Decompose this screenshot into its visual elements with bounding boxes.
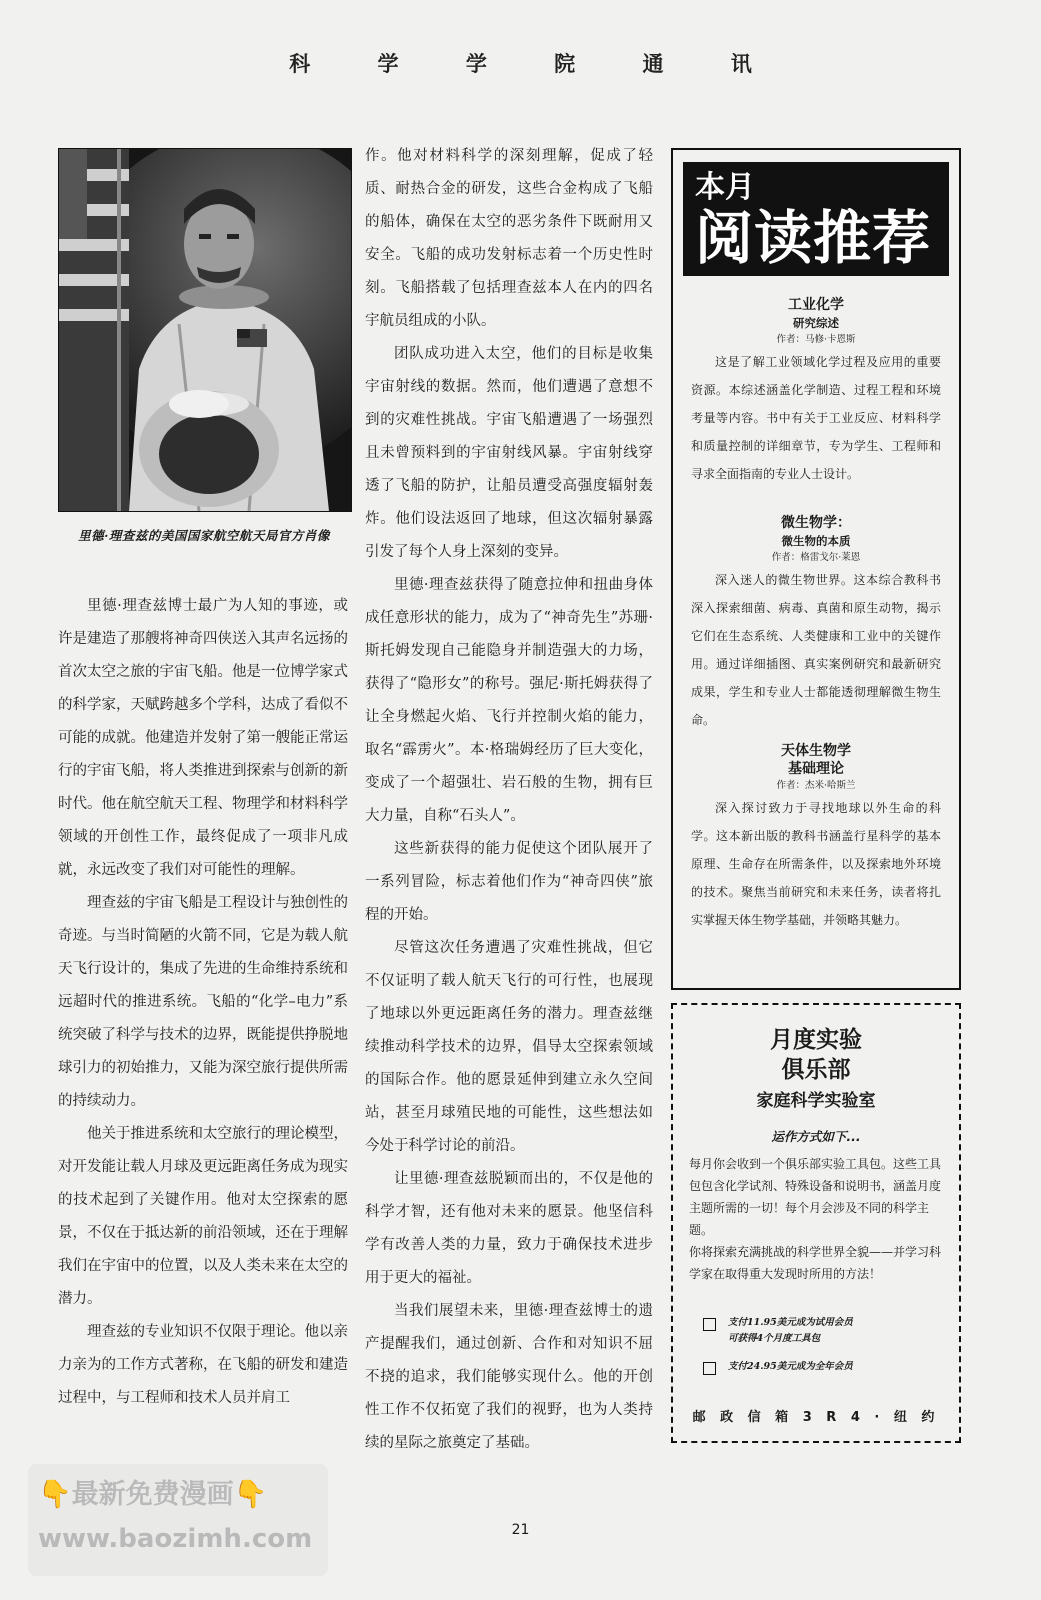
newsletter-header: 科 学 学 院 通 讯: [289, 52, 782, 76]
membership-option-annual[interactable]: [703, 1359, 941, 1375]
book-description: 深入探讨致力于寻找地球以外生命的科学。这本新出版的教科书涵盖行星科学的基本原理、生命存在所需条件，以及探索地外环境的技术。聚焦当前研究和未来任务，读者将扎实掌握天体生物学基础，并领略其魅力。: [691, 801, 941, 927]
page-number: 21: [511, 1522, 530, 1538]
experiment-club-ad: [671, 1003, 961, 1443]
membership-options: [673, 1315, 959, 1375]
book-entry: [673, 742, 959, 934]
article-paragraph: 让里德·理查兹脱颖而出的，不仅是他的科学才智，还有他对未来的愿景。他坚信科学有改善人类的力量，致力于确保技术进步用于更大的福祉。: [365, 1171, 653, 1286]
checkbox-trial[interactable]: [703, 1318, 716, 1331]
book-author: 作者：格雷戈尔·莱恩: [771, 552, 861, 563]
book-subtitle: 研究综述: [793, 316, 839, 330]
club-title: [673, 1025, 959, 1085]
article-paragraph: 他关于推进系统和太空旅行的理论模型，对开发能让载人月球及更远距离任务成为现实的技术起到了关键作用。他对太空探索的愿景，不仅在于抵达新的前沿领域，还在于理解我们在宇宙中的位置，以及人类未来在太空的潜力。: [58, 1126, 348, 1307]
club-description-1: 每月你会收到一个俱乐部实验工具包。这些工具包包含化学试剂、特殊设备和说明书，涵盖月度主题所需的一切！每个月会涉及不同的科学主题。: [689, 1157, 942, 1237]
book-entry: [673, 296, 959, 488]
article-paragraph: 作。他对材料科学的深刻理解，促成了轻质、耐热合金的研发，这些合金构成了飞船的船体，确保在太空的恶劣条件下既耐用又安全。飞船的成功发射标志着一个历史性时刻。飞船搭载了包括理查兹本人在内的四名宇航员组成的小队。: [365, 148, 653, 329]
title-line-1: 本月: [695, 170, 755, 205]
option-price-label: 支付11.95美元成为试用会员: [728, 1317, 853, 1328]
astronaut-portrait-image: [59, 149, 351, 511]
article-paragraph: 理查兹的宇宙飞船是工程设计与独创性的奇迹。与当时简陋的火箭不同，它是为载人航天飞行设计的，集成了先进的生命维持系统和远超时代的推进系统。飞船的“化学–电力”系统突破了科学与技术的边界，既能提供挣脱地球引力的初始推力，又能为深空旅行提供所需的持续动力。: [58, 895, 348, 1109]
flag-graphic: [59, 149, 129, 511]
book-description: 这是了解工业领域化学过程及应用的重要资源。本综述涵盖化学制造、过程工程和环境考量等内容。书中有关于工业反应、材料科学和质量控制的详细章节，专为学生、工程师和寻求全面指南的专业人士设计。: [691, 355, 941, 481]
option-price-label: 支付24.95美元成为全年会员: [728, 1361, 853, 1372]
club-title-line-1: 月度实验: [770, 1027, 862, 1053]
article-column-left: [58, 590, 348, 1415]
article-paragraph: 这些新获得的能力促使这个团队展开了一系列冒险，标志着他们作为“神奇四侠”旅程的开始。: [365, 841, 653, 923]
book-title: 天体生物学: [781, 743, 851, 759]
photo-caption: 里德·理查兹的美国国家航空航天局官方肖像: [78, 528, 330, 543]
club-description-2: 你将探索充满挑战的科学世界全貌——并学习科学家在取得重大发现时所用的方法！: [689, 1245, 942, 1281]
watermark-line-1: 👇最新免费漫画👇: [38, 1479, 268, 1510]
article-paragraph: 尽管这次任务遭遇了灾难性挑战，但它不仅证明了载人航天飞行的可行性，也展现了地球以外更远距离任务的潜力。理查兹继续推动科学技术的边界，倡导太空探索领域的国际合作。他的愿景延伸到建立永久空间站，甚至月球殖民地的可能性，这些想法如今处于科学讨论的前沿。: [365, 940, 653, 1154]
club-address: 邮 政 信 箱 3 R 4 · 纽 约: [692, 1410, 940, 1425]
article-paragraph: 里德·理查兹获得了随意拉伸和扭曲身体成任意形状的能力，成为了“神奇先生”苏珊·斯托姆发现自己能隐身并制造强大的力场，获得了“隐形女”的称号。强尼·斯托姆获得了让全身燃起火焰、飞行并控制火焰的能力，取名“霹雳火”。本·格瑞姆经历了巨大变化，变成了一个超强壮、岩石般的生物，拥有巨大力量，自称“石头人”。: [365, 577, 653, 824]
reading-recommendations-title: [683, 162, 949, 276]
book-subtitle: 基础理论: [788, 761, 844, 777]
book-title: 工业化学: [788, 297, 844, 313]
article-paragraph: 里德·理查兹博士最广为人知的事迹，或许是建造了那艘将神奇四侠送入其声名远扬的首次太空之旅的宇宙飞船。他是一位博学家式的科学家，天赋跨越多个学科，达成了看似不可能的成就。他建造并发射了第一艘能正常运行的宇宙飞船，将人类推进到探索与创新的新时代。他在航空航天工程、物理学和材料科学领域的开创性工作，最终促成了一项非凡成就，永远改变了我们对可能性的理解。: [58, 598, 348, 878]
article-paragraph: 理查兹的专业知识不仅限于理论。他以亲力亲为的工作方式著称，在飞船的研发和建造过程中，与工程师和技术人员并肩工: [58, 1324, 348, 1406]
article-paragraph: 当我们展望未来，里德·理查兹博士的遗产提醒我们，通过创新、合作和对知识不屈不挠的追求，我们能够实现什么。他的开创性工作不仅拓宽了我们的视野，也为人类持续的星际之旅奠定了基础。: [365, 1303, 653, 1451]
article-column-middle: [365, 140, 653, 1460]
option-text: [728, 1315, 853, 1347]
book-title: 微生物学：: [781, 515, 851, 531]
book-author: 作者：马修·卡恩斯: [776, 334, 856, 345]
watermark: [28, 1464, 328, 1576]
reading-recommendations-box: [671, 148, 961, 990]
watermark-url: www.baozimh.com: [38, 1524, 313, 1554]
title-line-2: 阅读推荐: [695, 204, 932, 272]
portrait-photo: [58, 148, 352, 512]
checkbox-annual[interactable]: [703, 1362, 716, 1375]
book-author: 作者：杰米·哈斯兰: [776, 780, 856, 791]
book-entry: [673, 514, 959, 734]
article-paragraph: 团队成功进入太空，他们的目标是收集宇宙射线的数据。然而，他们遭遇了意想不到的灾难性挑战。宇宙飞船遭遇了一场强烈且未曾预料到的宇宙射线风暴。宇宙射线穿透了飞船的防护，让船员遭受高强度辐射轰炸。他们设法返回了地球，但这次辐射暴露引发了每个人身上深刻的变异。: [365, 346, 653, 560]
club-how-it-works: 运作方式如下...: [771, 1129, 861, 1144]
book-description: 深入迷人的微生物世界。这本综合教科书深入探索细菌、病毒、真菌和原生动物，揭示它们在生态系统、人类健康和工业中的关键作用。通过详细插图、真实案例研究和最新研究成果，学生和专业人士都能透彻理解微生物生命。: [691, 573, 941, 727]
club-title-line-2: 俱乐部: [781, 1057, 851, 1083]
option-detail-label: 可获得4个月度工具包: [728, 1333, 821, 1344]
club-subtitle: 家庭科学实验室: [756, 1091, 876, 1111]
club-description: [673, 1153, 959, 1285]
option-text: [728, 1359, 853, 1375]
book-subtitle: 微生物的本质: [781, 534, 851, 548]
membership-option-trial[interactable]: [703, 1315, 941, 1347]
